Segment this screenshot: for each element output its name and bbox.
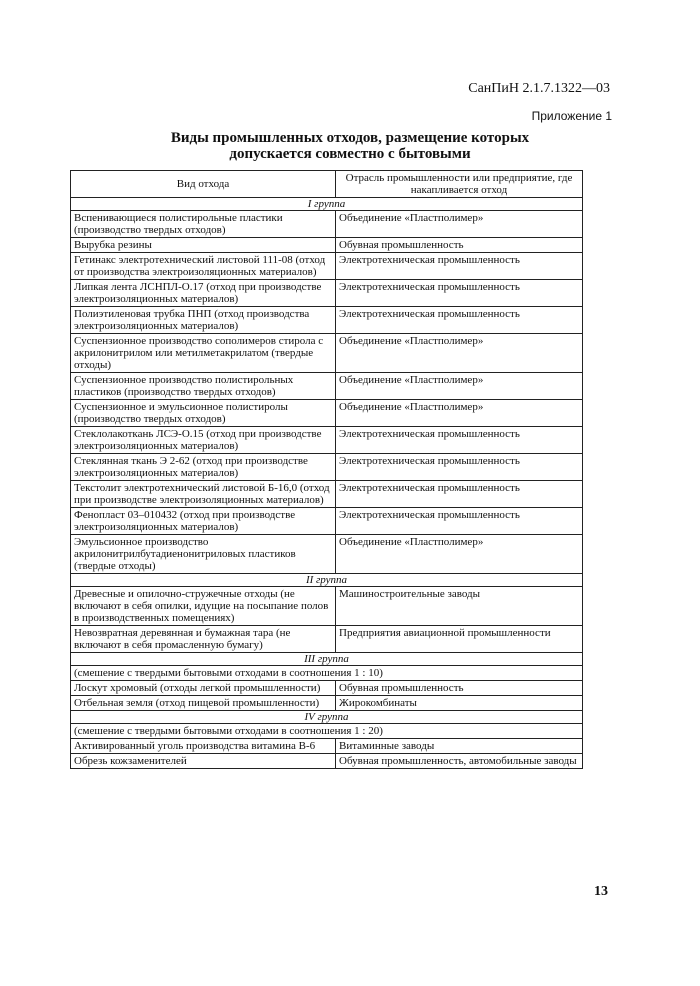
industry-cell: Витаминные заводы	[336, 739, 583, 754]
group-note-row	[71, 666, 583, 681]
column-header-industry: Отрасль промышленности или предприятие, где накапливается отход	[336, 171, 583, 198]
waste-type-cell: Липкая лента ЛСНПЛ-О.17 (отход при производстве электроизоляционных материалов)	[71, 280, 336, 307]
industry-cell: Обувная промышленность, автомобильные заводы	[336, 754, 583, 769]
group-note: (смешение с твердыми бытовыми отходами в соотношения 1 : 20)	[71, 724, 583, 739]
waste-type-cell: Невозвратная деревянная и бумажная тара (не включают в себя промасленную бумагу)	[71, 626, 336, 653]
table-row	[71, 427, 583, 454]
table-row	[71, 454, 583, 481]
table-row	[71, 211, 583, 238]
waste-type-cell: Текстолит электротехнический листовой Б-16,0 (отход при производстве электроизоляционных материалов)	[71, 481, 336, 508]
group-header-row	[71, 711, 583, 724]
document-code: СанПиН 2.1.7.1322—03	[468, 81, 610, 96]
waste-type-cell: Отбельная земля (отход пищевой промышленности)	[71, 696, 336, 711]
table-header-row	[71, 171, 583, 198]
appendix-label: Приложение 1	[531, 109, 612, 123]
waste-type-cell: Стеклолакоткань ЛСЭ-О.15 (отход при производстве электроизоляционных материалов)	[71, 427, 336, 454]
industry-cell: Жирокомбинаты	[336, 696, 583, 711]
industry-cell: Электротехническая промышленность	[336, 508, 583, 535]
title-line-1: Виды промышленных отходов, размещение которых	[170, 130, 530, 146]
group-note-row	[71, 724, 583, 739]
table-row	[71, 754, 583, 769]
table-row	[71, 334, 583, 373]
industry-cell: Электротехническая промышленность	[336, 481, 583, 508]
table-row	[71, 739, 583, 754]
waste-type-cell: Лоскут хромовый (отходы легкой промышленности)	[71, 681, 336, 696]
industry-cell: Обувная промышленность	[336, 238, 583, 253]
table-row	[71, 535, 583, 574]
industry-cell: Объединение «Пластполимер»	[336, 211, 583, 238]
waste-type-cell: Суспензионное производство полистирольных пластиков (производство твердых отходов)	[71, 373, 336, 400]
title-line-2: допускается совместно с бытовыми	[229, 146, 471, 162]
waste-type-cell: Суспензионное производство сополимеров стирола с акрилонитрилом или метилметакрилатом (твердые отходы)	[71, 334, 336, 373]
table-row	[71, 587, 583, 626]
industry-cell: Машиностроительные заводы	[336, 587, 583, 626]
group-note: (смешение с твердыми бытовыми отходами в соотношения 1 : 10)	[71, 666, 583, 681]
table-row	[71, 238, 583, 253]
table-row	[71, 307, 583, 334]
table-row	[71, 696, 583, 711]
waste-type-cell: Стеклянная ткань Э 2-62 (отход при производстве электроизоляционных материалов)	[71, 454, 336, 481]
industry-cell: Электротехническая промышленность	[336, 427, 583, 454]
industry-cell: Объединение «Пластполимер»	[336, 535, 583, 574]
group-header-row	[71, 198, 583, 211]
table-row	[71, 373, 583, 400]
group-label: I группа	[71, 198, 583, 211]
waste-type-cell: Суспензионное и эмульсионное полистиролы (производство твердых отходов)	[71, 400, 336, 427]
waste-type-cell: Вспенивающиеся полистирольные пластики (производство твердых отходов)	[71, 211, 336, 238]
table-row	[71, 626, 583, 653]
group-header-row	[71, 574, 583, 587]
industry-cell: Предприятия авиационной промышленности	[336, 626, 583, 653]
waste-type-cell: Вырубка резины	[71, 238, 336, 253]
industry-cell: Объединение «Пластполимер»	[336, 400, 583, 427]
column-header-waste-type: Вид отхода	[71, 171, 336, 198]
waste-table	[70, 170, 583, 769]
group-header-row	[71, 653, 583, 666]
table-row	[71, 400, 583, 427]
waste-type-cell: Древесные и опилочно-стружечные отходы (не включают в себя опилки, идущие на посыпание полов в производственных помещениях)	[71, 587, 336, 626]
page-number: 13	[594, 884, 608, 899]
group-label: II группа	[71, 574, 583, 587]
table-row	[71, 508, 583, 535]
industry-cell: Электротехническая промышленность	[336, 253, 583, 280]
page-title	[70, 130, 630, 162]
waste-type-cell: Активированный уголь производства витамина В-6	[71, 739, 336, 754]
waste-type-cell: Фенопласт 03–010432 (отход при производстве электроизоляционных материалов)	[71, 508, 336, 535]
industry-cell: Объединение «Пластполимер»	[336, 334, 583, 373]
industry-cell: Объединение «Пластполимер»	[336, 373, 583, 400]
industry-cell: Электротехническая промышленность	[336, 280, 583, 307]
waste-type-cell: Полиэтиленовая трубка ПНП (отход производства электроизоляционных материалов)	[71, 307, 336, 334]
table-body	[71, 198, 583, 769]
table-row	[71, 481, 583, 508]
industry-cell: Электротехническая промышленность	[336, 307, 583, 334]
waste-type-cell: Обрезь кожзаменителей	[71, 754, 336, 769]
waste-type-cell: Эмульсионное производство акрилонитрилбутадиенонитриловых пластиков (твердые отходы)	[71, 535, 336, 574]
table-row	[71, 253, 583, 280]
waste-type-cell: Гетинакс электротехнический листовой 111-08 (отход от производства электроизоляционных материалов)	[71, 253, 336, 280]
group-label: III группа	[71, 653, 583, 666]
industry-cell: Обувная промышленность	[336, 681, 583, 696]
industry-cell: Электротехническая промышленность	[336, 454, 583, 481]
group-label: IV группа	[71, 711, 583, 724]
table-row	[71, 681, 583, 696]
table-row	[71, 280, 583, 307]
